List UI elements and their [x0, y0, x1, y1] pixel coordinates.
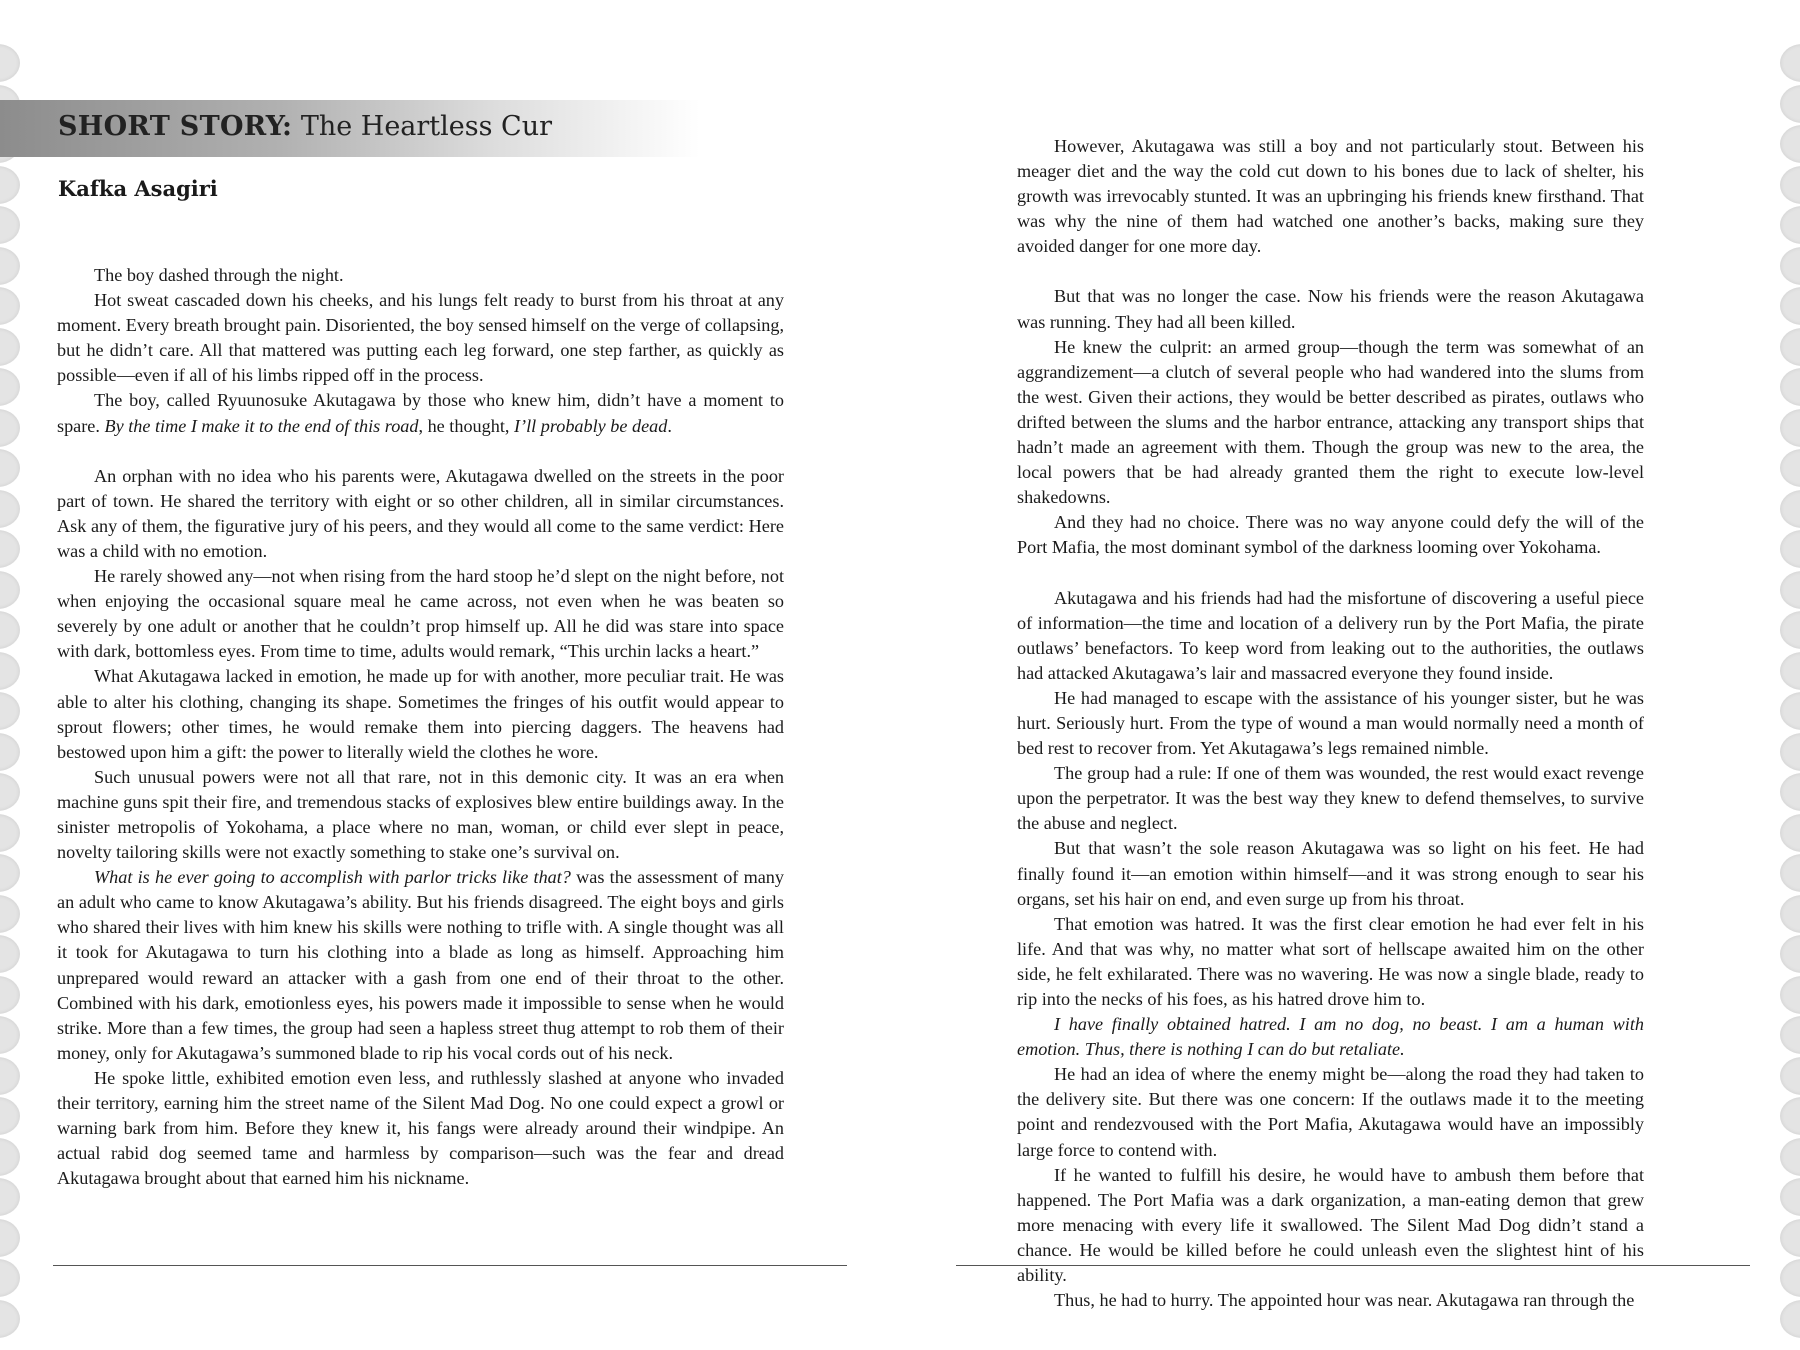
paragraph: The group had a rule: If one of them was wounded, the rest would exact revenge upon the perpetrator. It was the best way they knew to defend themselves, to survive the abuse and neglect.: [1017, 763, 1644, 834]
paragraph: [1017, 1012, 1644, 1062]
paragraph: [57, 865, 784, 1066]
paragraph-text: , he thought,: [418, 415, 514, 436]
paragraph: But that was no longer the case. Now his friends were the reason Akutagawa was running. They had all been killed.: [1017, 286, 1644, 332]
paragraph: He knew the culprit: an armed group—though the term was somewhat of an aggrandizement—a clutch of several people who had wandered into the slums from the west. Given their actions, they would be better described as pirates, outlaws who drifted between the slums and the harbor entrance, attacking any transport ships that hadn’t made an agreement with them. Though the group was new to the area, the local powers that be had already granted them the right to execute low-level shakedowns.: [1017, 336, 1644, 508]
paragraph: That emotion was hatred. It was the first clear emotion he had ever felt in his life. And that was why, no matter what sort of hellscape awaited him on the other side, he felt exhilarated. There was no wavering. He was now a single blade, ready to rip into the necks of his foes, as his hatred drove him to.: [1017, 913, 1644, 1009]
italic-thought: I’ll probably be dead: [513, 415, 668, 436]
paragraph-text: was the assessment of many an adult who came to know Akutagawa’s ability. But his friends disagreed. The eight boys and girls who shared their lives with him knew his skills were nothing to trifle with. A single thought was all it took for Akutagawa to turn his clothing into a blade as long as himself. Approaching him unprepared would reward an attacker with a gash from one end of their throat to the other. Combined with his dark, emotionless eyes, his powers made it impossible to sense when he would strike. More than a few times, the group had seen a hapless street thug attempt to rob them of their money, only for Akutagawa’s summoned blade to rip his vocal cords out of his neck.: [57, 867, 784, 1063]
paragraph: Akutagawa and his friends had had the misfortune of discovering a useful piece of information—the time and location of a delivery run by the Port Mafia, the pirate outlaws’ benefactors. To keep word from leaking out to the authorities, the outlaws had attacked Akutagawa’s lair and massacred everyone they found inside.: [1017, 587, 1644, 683]
right-text-column: [1017, 134, 1644, 1313]
paragraph: He had an idea of where the enemy might be—along the road they had taken to the delivery site. But there was one concern: If the outlaws made it to the meeting point and rendezvoused with the Port Mafia, Akutagawa would have an impossibly large force to contend with.: [1017, 1064, 1644, 1160]
paragraph-text: The boy, called Ryuunosuke Akutagawa by those who knew him, didn’t have a moment to spare.: [57, 390, 784, 436]
paragraph: He rarely showed any—not when rising from the hard stoop he’d slept on the night before, not when enjoying the occasional square meal he came across, not even when he was beaten so severely by one adult or another that he couldn’t prop himself up. All he did was stare into space with dark, bottomless eyes. From time to time, adults would remark, “This urchin lacks a heart.”: [57, 566, 784, 662]
italic-thought: I have finally obtained hatred. I am no dog, no beast. I am a human with emotion. Thus, there is nothing I can do but retaliate.: [1017, 1014, 1644, 1060]
story-title: The Heartless Cur: [300, 111, 553, 142]
paragraph: An orphan with no idea who his parents were, Akutagawa dwelled on the streets in the poor part of town. He shared the territory with eight or so other children, all in similar circumstances. Ask any of them, the figurative jury of his peers, and they would all come to the same verdict: Here was a child with no emotion.: [57, 465, 784, 561]
paragraph: [57, 388, 784, 438]
paragraph-text: .: [667, 415, 672, 436]
paragraph: Hot sweat cascaded down his cheeks, and his lungs felt ready to burst from his throat at any moment. Every breath brought pain. Disoriented, the boy sensed himself on the verge of collapsing, but he didn’t care. All that mattered was putting each leg forward, one step farther, as quickly as possible—even if all of his limbs ripped off in the process.: [57, 290, 784, 386]
paragraph: He had managed to escape with the assistance of his younger sister, but he was hurt. Seriously hurt. From the type of wound a man would normally need a month of bed rest to recover from. Yet Akutagawa’s legs remained nimble.: [1017, 687, 1644, 759]
paragraph: Such unusual powers were not all that rare, not in this demonic city. It was an era when machine guns spit their fire, and tremendous stacks of explosives blew entire buildings away. In the sinister metropolis of Yokohama, a place where no man, woman, or child ever slept in peace, novelty tailoring skills were not exactly something to stake one’s survival on.: [57, 766, 784, 863]
italic-thought: What is he ever going to accomplish with parlor tricks like that?: [94, 867, 571, 888]
story-heading: [58, 111, 552, 142]
author-name: Kafka Asagiri: [58, 176, 218, 201]
footer-rule: [53, 1265, 847, 1266]
paragraph: If he wanted to fulfill his desire, he would have to ambush them before that happened. The Port Mafia was a dark organization, a man-eating demon that grew more menacing with every life it swallowed. The Silent Mad Dog didn’t stand a chance. He would be killed before he could unleash even the slightest hint of his ability.: [1017, 1164, 1644, 1286]
paragraph: And they had no choice. There was no way anyone could defy the will of the Port Mafia, the most dominant symbol of the darkness looming over Yokohama.: [1017, 512, 1644, 558]
paragraph: The boy dashed through the night.: [94, 265, 344, 285]
paragraph: Thus, he had to hurry. The appointed hour was near. Akutagawa ran through the: [1054, 1290, 1635, 1311]
italic-thought: By the time I make it to the end of this road: [104, 415, 419, 436]
paragraph: But that wasn’t the sole reason Akutagawa was so light on his feet. He had finally found it—an emotion within himself—and it was strong enough to sear his organs, set his hair on end, and even surge up from his throat.: [1017, 838, 1644, 909]
paragraph: However, Akutagawa was still a boy and not particularly stout. Between his meager diet and the way the cold cut down to his bones due to lack of shelter, his growth was irrevocably stunted. It was an upbringing his friends knew firsthand. That was why the nine of them had watched one another’s backs, making sure they avoided danger for one more day.: [1017, 136, 1644, 257]
left-text-column: [57, 263, 784, 1191]
right-page: [900, 0, 1800, 1350]
paragraph: What Akutagawa lacked in emotion, he made up for with another, more peculiar trait. He was able to alter his clothing, changing its shape. Sometimes the fringes of his outfit would appear to sprout flowers; other times, he would remake them into piercing daggers. The heavens had bestowed upon him a gift: the power to literally wield the clothes he wore.: [57, 666, 784, 762]
story-heading-label: SHORT STORY:: [58, 111, 293, 142]
paragraph: He spoke little, exhibited emotion even less, and ruthlessly slashed at anyone who invaded their territory, earning him the street name of the Silent Mad Dog. No one could expect a growl or warning bark from him. Before they knew it, his fangs were already around their windpipe. An actual rabid dog seemed tame and harmless by comparison—such was the fear and dread Akutagawa brought about that earned him his nickname.: [57, 1067, 784, 1189]
footer-rule: [956, 1265, 1750, 1266]
